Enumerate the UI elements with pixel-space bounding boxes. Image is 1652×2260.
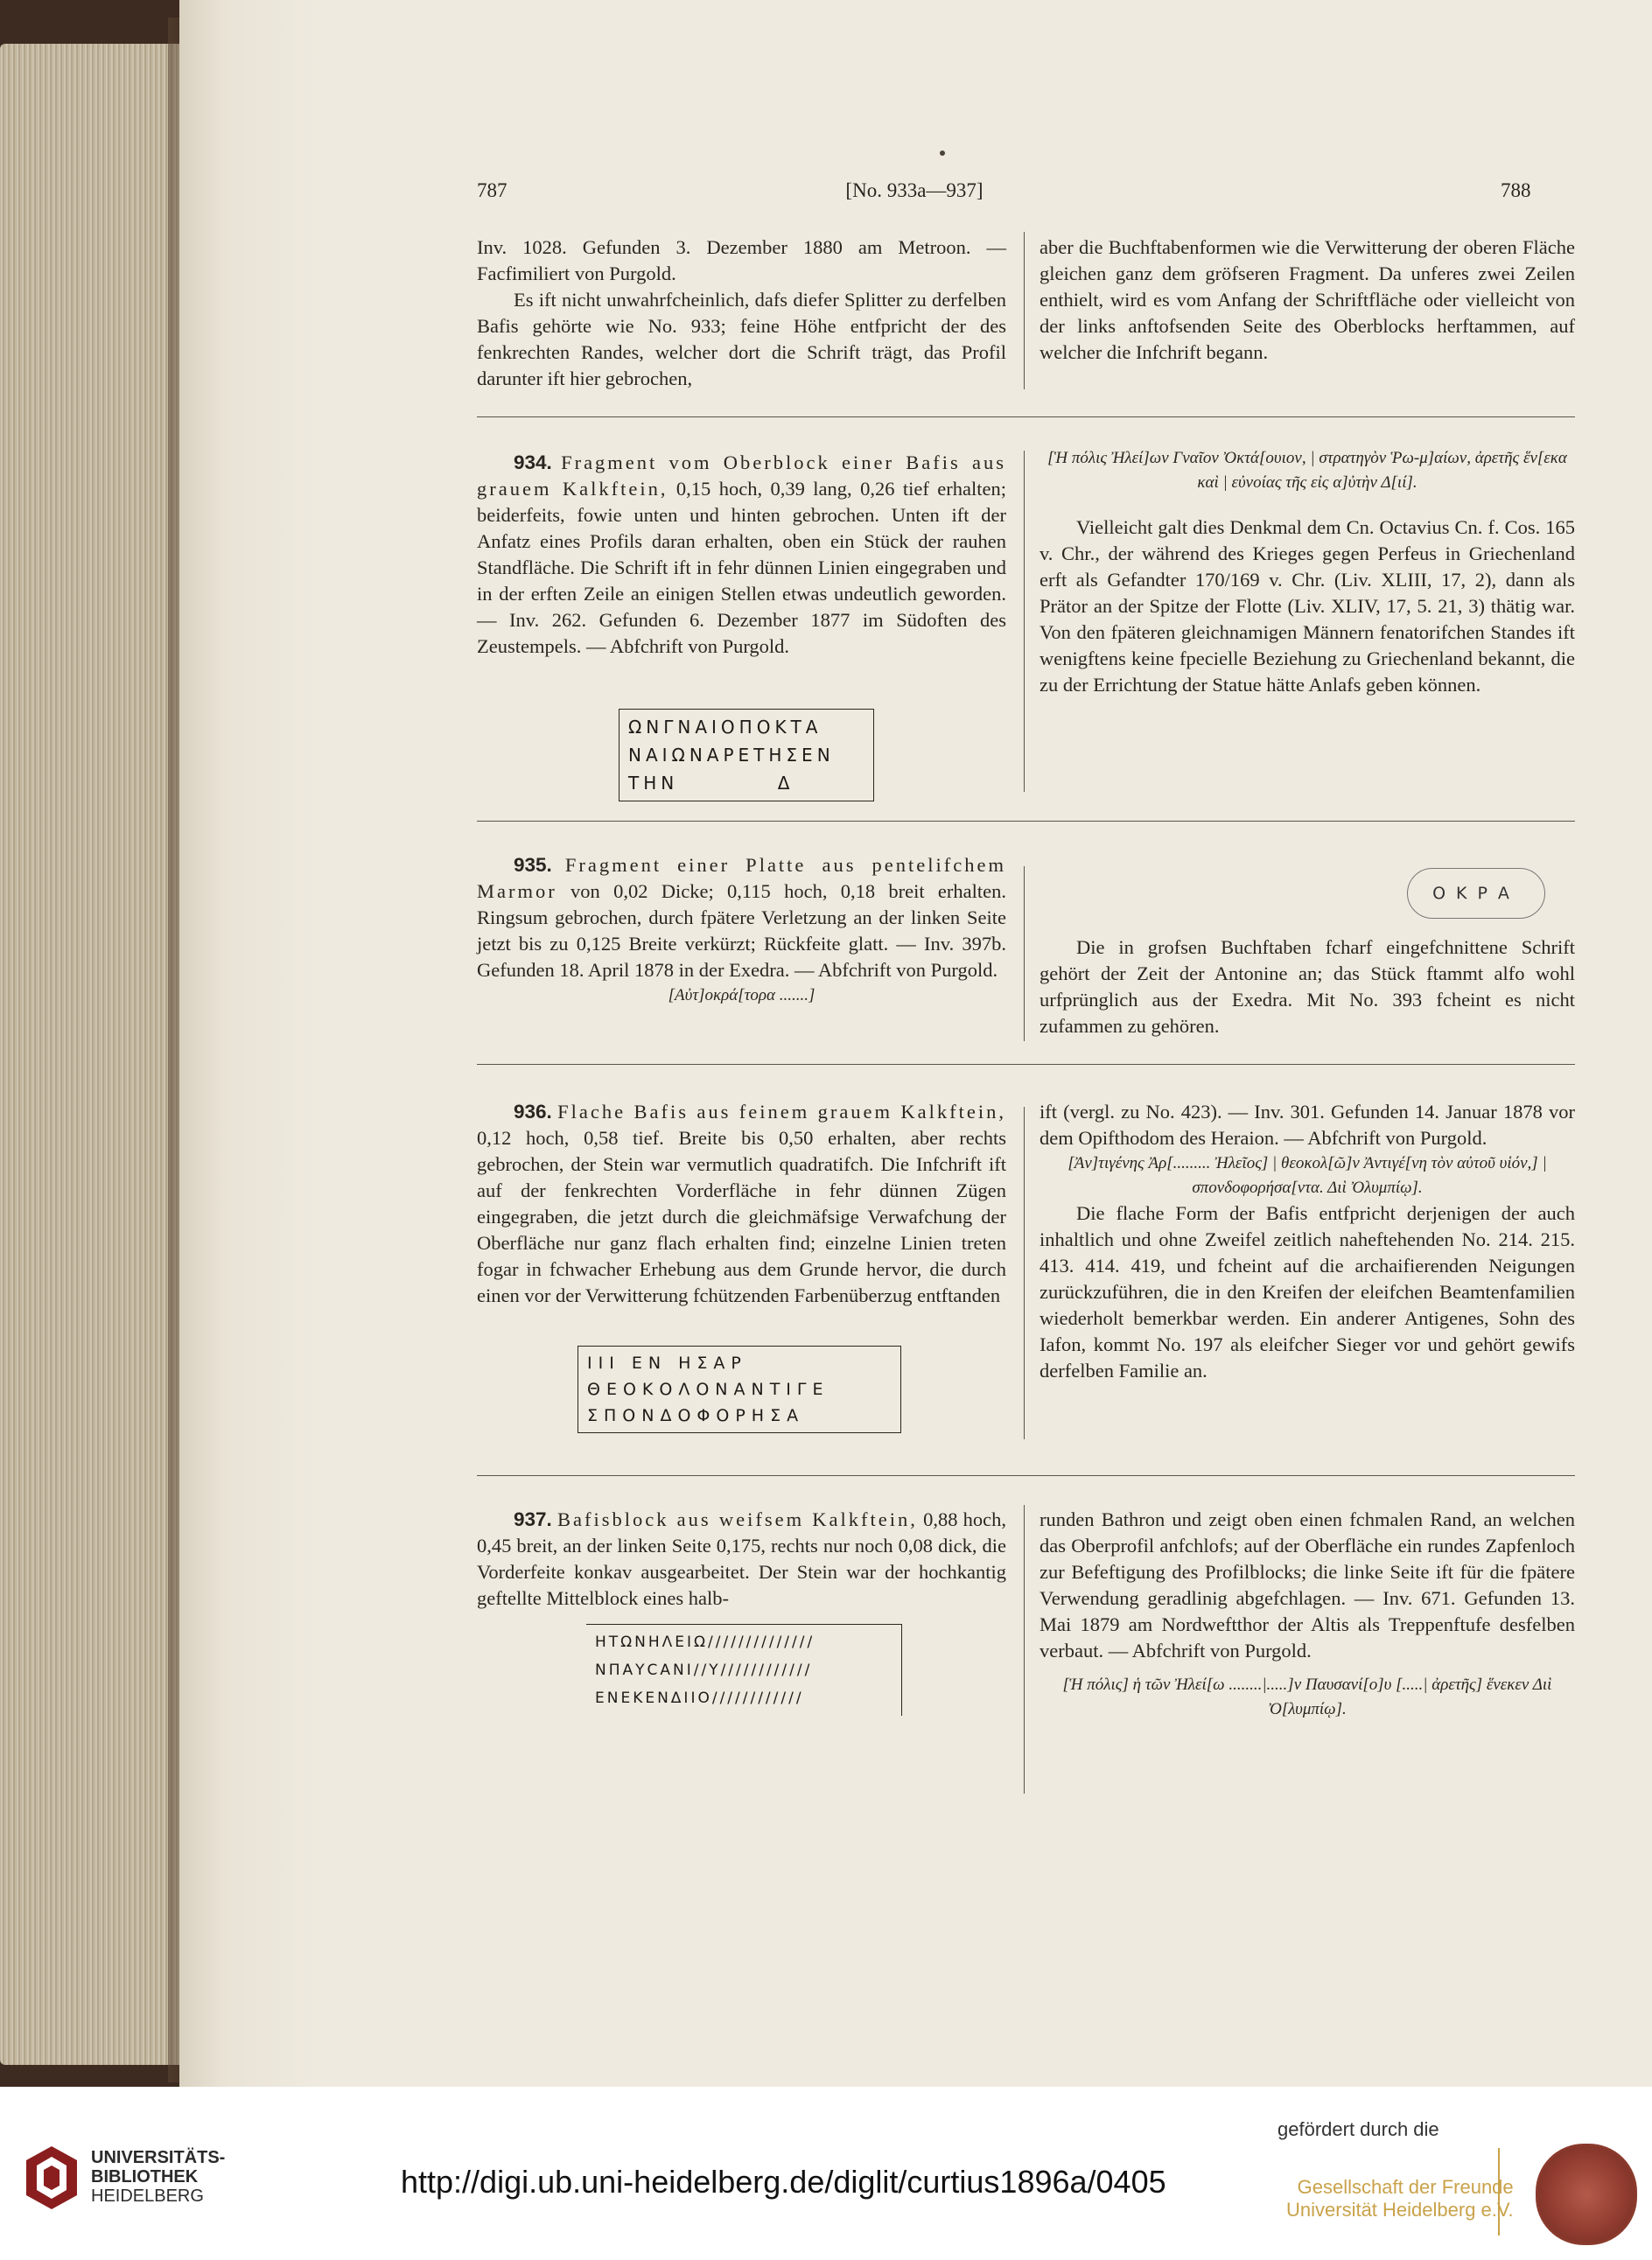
inscription-line: ΣΠΟΝΔΟΦΟΡΗΣΑ [587,1406,805,1425]
entry-934-right [1040,446,1575,698]
inscription-934 [619,709,874,801]
greek-transcription: [Ἡ πόλις] ἡ τῶν Ἠλεί[ω ........|.....]ν Παυσανί[ο]υ [.....| ἀρετῆς] ἕνεκεν Διὶ Ὀ[λυμπίῳ]. [1062,1676,1552,1718]
section-rule [477,1475,1575,1476]
column-divider [1024,232,1025,389]
entry-description: 0,12 hoch, 0,58 tief. Breite bis 0,50 erhalten, aber rechts gebrochen, der Stein war vermutlich quadratifch. Die Infchrift ift auf der fenkrechten Vorderfläche in fehr dünnen Zügen eingegraben, die jetzt durch die gleichmäfsige Verwafchung der Oberfläche nur ganz flach erhalten find; einzelne Linien treten fogar in fchwacher Erhebung aus dem Grunde hervor, die durch einen vor der Verwitterung fchützenden Farbenüberzug entftanden [477,1127,1006,1306]
section-rule [477,1064,1575,1065]
sponsor-name-line: Gesellschaft der Freunde [1297,2176,1514,2198]
inscription-line: ΙΙΙ ΕΝ ΗΣΑΡ [587,1354,747,1373]
column-divider [1024,1107,1025,1439]
entry-number: 937. [514,1508,552,1530]
page-edges [0,44,179,2065]
greek-transcription: [Αὐτ]οκρά[τορα .......] [668,986,816,1004]
entry-number: 936. [514,1101,552,1123]
entry-commentary: Vielleicht galt dies Denkmal dem Cn. Octavius Cn. f. Cos. 165 v. Chr., der während des Krieges gegen Perfeus in Griechenland erft als Gefandter 170/169 v. Chr. (Liv. XLIII, 17, 2), dann als Prätor an der Spitze der Flotte (Liv. XLIV, 17, 5. 21, 3) thätig war. Von den fpäteren gleichnamigen Männern fenatorifchen Standes ift wenigftens keine fpecielle Beziehung zu Griechenland bekannt, die zu der Errichtung der Statue hätte Anlafs geben können. [1040,516,1575,696]
intro-left-text-2: Es ift nicht unwahrfcheinlich, dafs diefer Splitter zu derfelben Bafis gehörte wie No. 933; feine Höhe entfpricht der des fenkrechten Randes, welcher dort die Schrift trägt, das Profil darunter ift hier gebrochen, [477,289,1006,389]
greek-transcription: [Ἀν]τιγένης Ἀρ[......... Ἠλεῖος] | θεοκολ[ῶ]ν Ἀντιγέ[νη τὸν αὐτοῦ υἱόν,] | σπονδοφορήσα[ντα. Διὶ Ὀλυμπίῳ]. [1068,1154,1547,1197]
viewer-footer [0,2087,1652,2260]
page-number-right: 788 [1501,179,1531,201]
column-divider [1024,866,1025,1041]
library-name-line: UNIVERSITÄTS- [91,2148,226,2167]
library-name-line: HEIDELBERG [91,2187,204,2206]
column-divider [1024,451,1025,792]
entry-description: von 0,02 Dicke; 0,115 hoch, 0,18 breit erhalten. Ringsum gebrochen, durch fpätere Verletzung an der linken Seite jetzt bis zu 0,125 Breite verkürzt; Rückfeite glatt. — Inv. 397b. Gefunden 18. April 1878 in der Exedra. — Abfchrift von Purgold. [477,880,1007,981]
library-name [91,2148,225,2206]
entry-title: Fragment einer Platte aus pentelifchem Marmor [477,854,1006,902]
entry-number: 934. [514,451,552,473]
inscription-935: ΟΚΡΑ [1407,868,1545,919]
page-number-left: 787 [477,179,508,201]
column-divider [1024,1505,1025,1794]
running-header: [No. 933a—937] [845,179,984,201]
sponsor-name-line: Universität Heidelberg e.V. [1286,2199,1514,2221]
intro-right [1040,234,1575,366]
intro-left [477,234,1006,392]
library-logo-icon [23,2143,80,2213]
library-name-line: BIBLIOTHEK [91,2167,199,2187]
entry-935-right [1040,934,1575,1039]
intro-right-text: aber die Buchftabenformen wie die Verwitterung der oberen Fläche gleichen ganz dem gröfseren Fragment. Da unferes zwei Zeilen enthielt, wird es vom Anfang der Schriftfläche oder vielleicht von der links anftofsenden Seite des Oberblocks herftammen, auf welcher die Infchrift begann. [1040,236,1575,363]
entry-description-cont: runden Bathron und zeigt oben einen fchmalen Rand, an welchen das Oberprofil anfchlofs; auf der Oberfläche ein rundes Zapfenloch zur Befeftigung des Profilblocks; die linke Seite ift für die fpätere Verwendung geradlinig abgefchlagen. — Inv. 671. Gefunden 13. Mai 1879 am Nordweftthor der Altis als Treppenftufe desfelben verbaut. — Abfchrift von Purgold. [1040,1508,1575,1662]
page-speck [940,150,945,156]
entry-description: 0,88 hoch, 0,45 breit, an der linken Seite 0,175, rechts nur noch 0,08 dick, die Vorderfeite konkav ausgearbeitet. Der Stein war der hochkantig geftellte Mittelblock eines halb- [477,1508,1007,1609]
entry-commentary: Die flache Form der Bafis entfpricht derjenigen der auch inhaltlich und ohne Zweifel zeitlich naheftehenden No. 214. 215. 413. 414. 419, und fcheint auf die archaifierenden Neigungen zurückzuführen, die in den Kreifen der eleifchen Beamtenfamilien wiederholt bemerkbar werden. Ein anderer Antigenes, Sohn des Iafon, kommt No. 197 als eleifcher Sieger vor und gehört gewifs derfelben Familie an. [1040,1202,1575,1382]
entry-title: Flache Bafis aus feinem grauem Kalkftein, [557,1101,1006,1123]
entry-937-right [1040,1507,1575,1722]
entry-commentary: Die in grofsen Buchftaben fcharf eingefchnittene Schrift gehört der Zeit der Antonine an; das Stück ftammt alfo wohl urfprünglich aus der Exedra. Mit No. 393 fcheint es nicht zufammen zu gehören. [1040,936,1575,1037]
inscription-line: ΘΕΟΚΟΛΟΝΑΝΤΙΓΕ [587,1380,830,1399]
inscription-line: ΝΠΑΥCΑΝΙ//Υ//////////// [595,1662,813,1679]
entry-935 [477,852,1006,1008]
entry-title: Bafisblock aus weifsem Kalkftein, [557,1508,918,1530]
funded-by-text: gefördert durch die [1278,2118,1439,2140]
entry-description: 0,15 hoch, 0,39 lang, 0,26 tief erhalten; beiderfeits, fowie unten und hinten gebrochen. Unten ift der Anfatz eines Profils daran erhalten, oben ein Stück der rauhen Standfläche. Die Schrift ift in fehr dünnen Linien eingegraben und in der erften Zeile an einigen Stellen etwas undeutlich geworden. — Inv. 262. Gefunden 6. Dezember 1877 im Südoften des Zeustempels. — Abfchrift von Purgold. [477,478,1007,657]
inscription-line: ΝΑΙΩΝΑΡΕΤΗΣΕΝ [628,745,835,766]
footer-divider [1498,2148,1500,2236]
university-seal-icon [1536,2144,1637,2245]
permalink-url[interactable]: http://digi.ub.uni-heidelberg.de/diglit/curtius1896a/0405 [401,2164,1166,2200]
section-rule [477,416,1575,417]
entry-description-cont: ift (vergl. zu No. 423). — Inv. 301. Gefunden 14. Januar 1878 vor dem Opifthodom des Heraion. — Abfchrift von Purgold. [1040,1101,1575,1149]
inscription-line: ΕΝΕΚΕΝΔΙΙΟ//////////// [595,1690,804,1707]
inscription-line: ΗΤΩΝΗΛΕΙΩ////////////// [595,1634,816,1651]
entry-936-right [1040,1099,1575,1384]
inscription-937 [586,1624,902,1716]
entry-934 [477,450,1006,660]
intro-left-text: Inv. 1028. Gefunden 3. Dezember 1880 am Metroon. — Facfimiliert von Purgold. [477,236,1006,284]
sponsor-name [1286,2176,1514,2222]
inscription-line: ΩΝΓΝΑΙΟΠΟΚΤΑ [628,717,822,738]
entry-936 [477,1099,1006,1309]
inscription-936 [578,1346,901,1433]
inscription-line: ΤΗΝ Δ [628,773,794,794]
entry-number: 935. [514,854,552,876]
book-page [179,0,1652,2087]
entry-937 [477,1507,1006,1612]
entry-title: Fragment vom Oberblock einer Bafis aus grauem Kalkftein, [477,451,1007,500]
section-rule [477,821,1575,822]
greek-transcription: [Ἡ πόλις Ἠλεί]ων Γναῖον Ὀκτά[ουιον, | στρατηγὸν Ῥω-μ]αίων, ἀρετῆς ἕν[εκα καὶ | εὐνοίας τῆς εἰς α]ὐτὴν Δ[ιί]. [1047,449,1567,492]
